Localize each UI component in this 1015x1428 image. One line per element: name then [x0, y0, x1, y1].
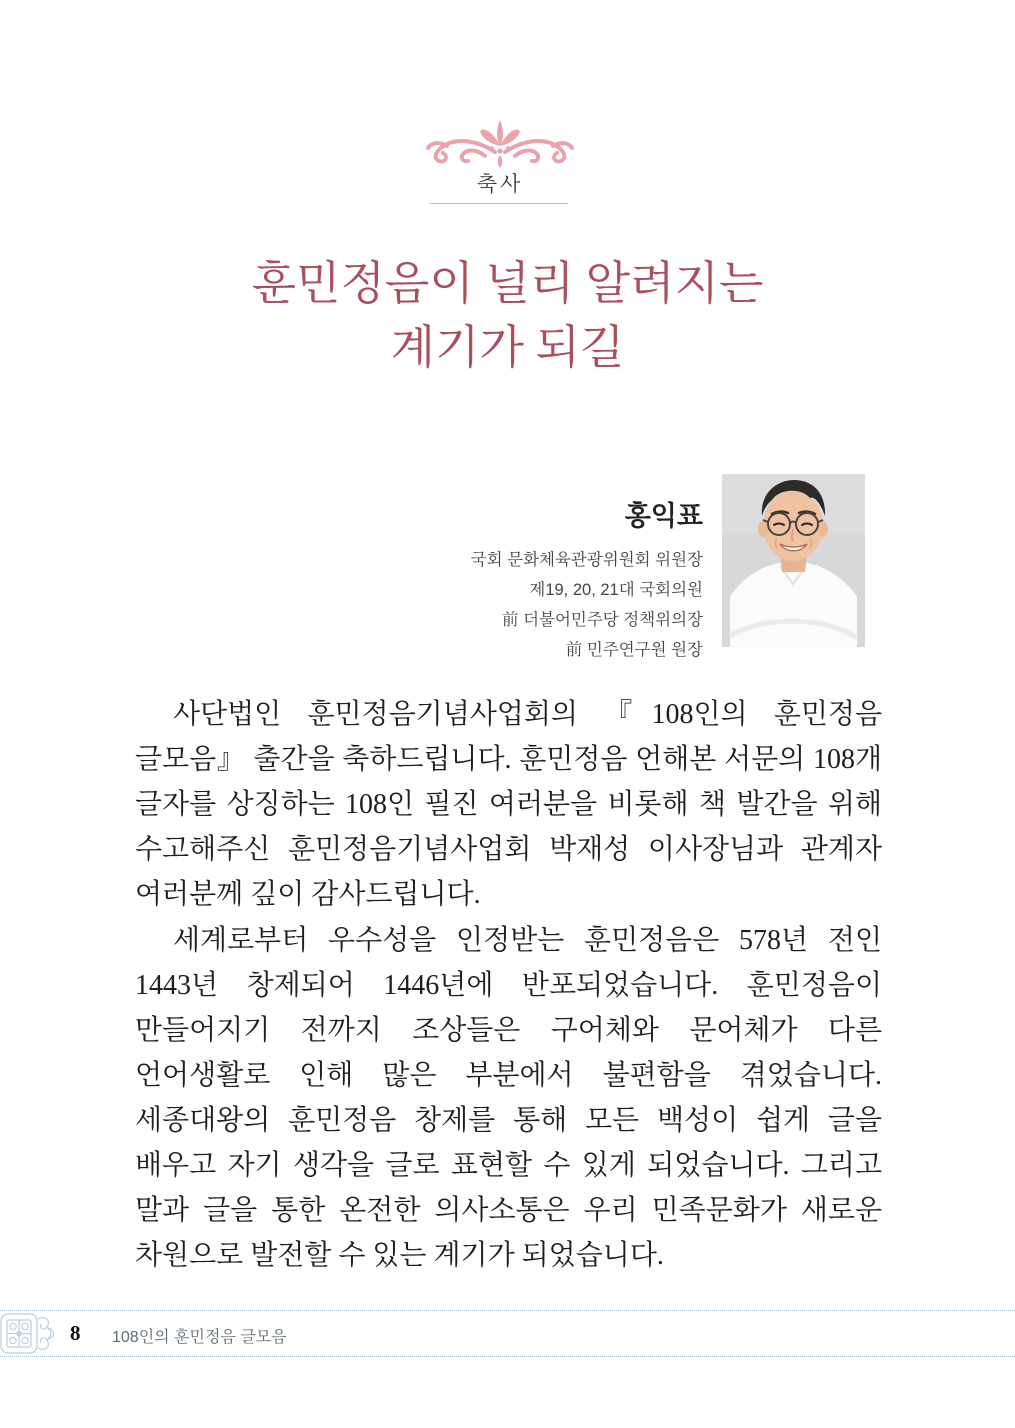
flourish-ornament-icon: [425, 118, 575, 172]
page-title: [100, 252, 915, 380]
body-paragraph-1: 사단법인 훈민정음기념사업회의 『108인의 훈민정음 글모음』 출간을 축하드립니다. 훈민정음 언해본 서문의 108개 글자를 상징하는 108인 필진 여러분을 비롯해 책 발간을 위해 수고해주신 훈민정음기념사업회 박재성 이사장님과 관계자 여러분께 깊이 감사드립니다.: [135, 699, 882, 910]
author-photo: [722, 474, 865, 647]
page-number: 8: [70, 1321, 81, 1345]
author-name: 홍익표: [624, 501, 703, 531]
section-label: 축사: [476, 173, 524, 196]
traditional-pattern-icon: [0, 1311, 56, 1356]
author-block: [135, 494, 703, 665]
author-title: 前 더불어민주당 정책위의장: [502, 611, 703, 629]
page-title-line2: 계기가 되길: [390, 322, 625, 373]
section-divider: [430, 203, 568, 204]
body-paragraph-2: 세계로부터 우수성을 인정받는 훈민정음은 578년 전인 1443년 창제되어 1446년에 반포되었습니다. 훈민정음이 만들어지기 전까지 조상들은 구어체와 문어체가 다른 언어생활로 인해 많은 부분에서 불편함을 겪었습니다. 세종대왕의 훈민정음 창제를 통해 모든 백성이 쉽게 글을 배우고 자기 생각을 글로 표현할 수 있게 되었습니다. 그리고 말과 글을 통한 온전한 의사소통은 우리 민족문화가 새로운 차원으로 발전할 수 있는 계기가 되었습니다.: [135, 925, 882, 1271]
author-title: 前 민주연구원 원장: [565, 641, 703, 659]
footer-book-title: 108인의 훈민정음 글모음: [112, 1329, 287, 1346]
author-title: 국회 문화체육관광위원회 위원장: [470, 551, 703, 569]
page-title-line1: 훈민정음이 널리 알려지는: [251, 258, 764, 309]
footer: [0, 1310, 1015, 1357]
author-title: 제19, 20, 21대 국회의원: [529, 581, 703, 599]
